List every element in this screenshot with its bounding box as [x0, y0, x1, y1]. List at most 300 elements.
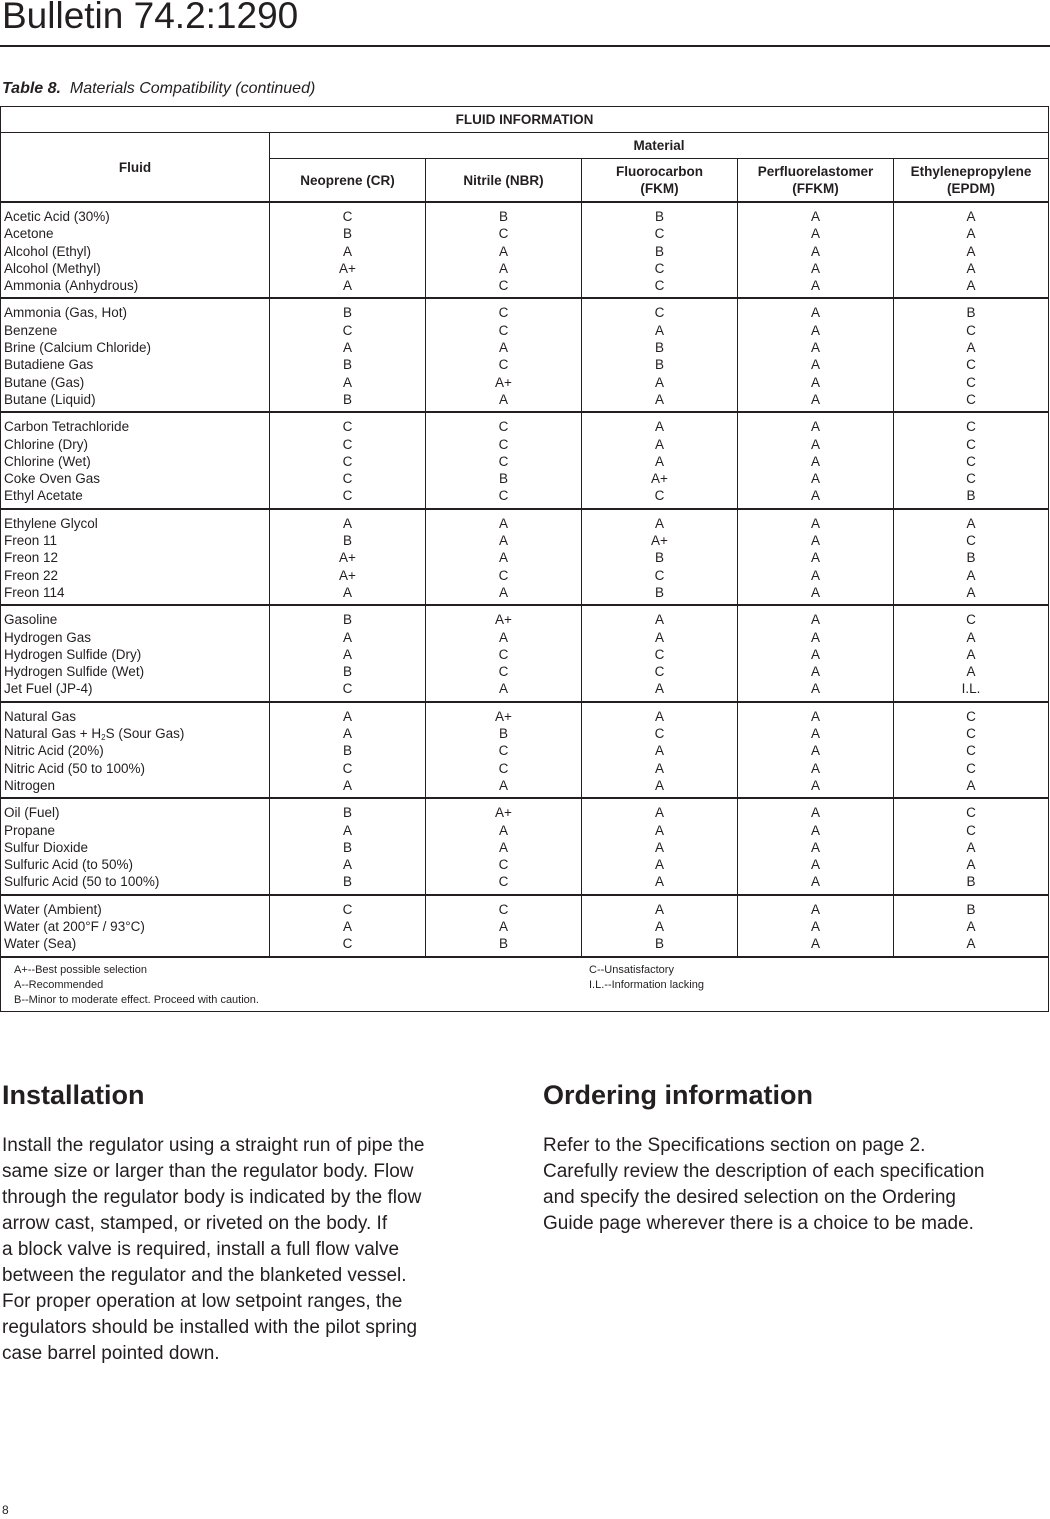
- rating-cell: I.L.: [961, 681, 981, 697]
- rating-cell: A: [966, 340, 976, 356]
- fluid-column: [1, 606, 270, 700]
- rating-cell: A: [810, 567, 820, 583]
- rating-cell: A: [966, 584, 976, 600]
- rating-cell: A+: [651, 533, 668, 549]
- rating-cell: C: [966, 374, 976, 390]
- rating-cell: C: [498, 743, 509, 759]
- text-line: a block valve is required, install a full flow valve: [2, 1239, 400, 1260]
- rating-cell: B: [342, 839, 352, 855]
- rating-cell: A+: [495, 805, 512, 821]
- rating-cell: A: [810, 901, 820, 917]
- rating-column: [582, 413, 738, 507]
- rating-cell: C: [498, 226, 509, 242]
- fluid-name: Butadiene Gas: [4, 357, 94, 373]
- rating-cell: A: [342, 629, 352, 645]
- rating-cell: A+: [495, 374, 512, 390]
- text-line: through the regulator body is indicated by the flow: [2, 1187, 422, 1208]
- material-column-label-line: Perfluorelastomer: [757, 164, 874, 179]
- rating-cell: A: [498, 260, 508, 276]
- rating-column: [426, 606, 582, 700]
- rating-cell: B: [654, 209, 664, 224]
- text-line: same size or larger than the regulator body. Flow: [2, 1161, 414, 1182]
- rating-cell: A: [498, 391, 508, 407]
- rating-cell: A: [810, 726, 820, 742]
- rating-column: [582, 799, 738, 893]
- rating-cell: C: [654, 646, 665, 662]
- rating-cell: B: [342, 305, 352, 321]
- text-line: case barrel pointed down.: [2, 1343, 220, 1364]
- rating-column: [894, 611, 1048, 697]
- rating-cell: B: [342, 664, 352, 680]
- rating-column: [582, 703, 738, 797]
- material-column-header: [270, 159, 426, 201]
- rating-column: [738, 799, 894, 893]
- rating-cell: B: [342, 874, 352, 890]
- rating-cell: A: [810, 584, 820, 600]
- rating-cell: A: [498, 243, 508, 259]
- rating-cell: C: [654, 488, 665, 504]
- caption-label: Table 8.: [2, 80, 61, 97]
- rating-cell: C: [966, 822, 976, 838]
- rating-cell: A: [810, 629, 820, 645]
- rating-cell: A: [810, 322, 820, 338]
- rating-column: [894, 208, 1048, 294]
- fluid-column: [1, 510, 270, 604]
- rating-cell: A: [810, 708, 820, 724]
- rating-column: [738, 510, 894, 604]
- rating-column: [582, 606, 738, 700]
- rating-cell: C: [342, 488, 353, 504]
- material-column-label-line: (EPDM): [946, 181, 995, 196]
- text-line: between the regulator and the blanketed vessel.: [2, 1265, 407, 1286]
- material-column-label: [463, 172, 543, 189]
- rating-column: [426, 413, 582, 507]
- fluid-name: Gasoline: [4, 612, 58, 628]
- rating-cell: C: [966, 419, 976, 435]
- rating-cell: A: [654, 419, 664, 435]
- rating-cell: A: [498, 822, 508, 838]
- rating-cell: A: [654, 777, 664, 793]
- material-column-label-line: Nitrile (NBR): [463, 172, 544, 188]
- fluid-name: Carbon Tetrachloride: [4, 419, 130, 435]
- caption-text: Materials Compatibility (continued): [69, 80, 316, 97]
- fluid-name: Chlorine (Dry): [4, 436, 89, 452]
- rating-cell: A: [342, 777, 352, 793]
- rating-cell: A: [810, 340, 820, 356]
- rating-cell: C: [966, 453, 976, 469]
- rating-cell: C: [498, 305, 509, 321]
- rating-cell: A: [342, 822, 352, 838]
- rating-cell: C: [498, 664, 509, 680]
- fluid-name: Alcohol (Ethyl): [4, 243, 92, 259]
- rating-cell: A: [342, 243, 352, 259]
- fluid-name: Freon 11: [4, 533, 58, 549]
- fluid-name: Acetone: [4, 226, 54, 242]
- fluid-name: Freon 114: [4, 584, 65, 600]
- rating-cell: A: [810, 419, 820, 435]
- rating-cell: A: [810, 471, 820, 487]
- material-column-label: [616, 163, 703, 197]
- rating-cell: A: [342, 646, 352, 662]
- rating-cell: C: [654, 567, 665, 583]
- rating-cell: C: [654, 226, 665, 242]
- material-column-label-line: Fluorocarbon: [616, 164, 703, 179]
- table-row-group: [1, 413, 1048, 509]
- rating-cell: A: [654, 681, 664, 697]
- rating-cell: C: [498, 646, 509, 662]
- rating-cell: A: [654, 805, 664, 821]
- fluid-name: Ethyl Acetate: [4, 488, 83, 504]
- text-line: Carefully review the description of each specification: [543, 1161, 985, 1182]
- rating-cell: C: [498, 857, 509, 873]
- rating-column: [894, 304, 1048, 408]
- fluid-column: [1, 896, 270, 956]
- material-column-label: [911, 163, 1032, 197]
- rating-cell: A: [966, 664, 976, 680]
- rating-cell: B: [342, 391, 352, 407]
- rating-cell: B: [654, 550, 664, 566]
- rating-cell: A: [498, 918, 508, 934]
- fluid-name: Sulfur Dioxide: [4, 839, 89, 855]
- fluid-column: [1, 703, 270, 797]
- text-line: Guide page wherever there is a choice to be made.: [543, 1213, 974, 1234]
- rating-cell: A: [810, 681, 820, 697]
- rating-cell: A: [810, 777, 820, 793]
- fluid-name: Brine (Calcium Chloride): [4, 340, 152, 356]
- fluid-name: Alcohol (Methyl): [4, 260, 101, 276]
- ordering-heading: Ordering information: [543, 1080, 813, 1110]
- rating-cell: A: [966, 515, 976, 531]
- rating-cell: A: [654, 453, 664, 469]
- material-column-label: [758, 163, 874, 197]
- rating-cell: C: [966, 726, 976, 742]
- rating-cell: A: [966, 936, 976, 952]
- material-columns: [270, 159, 1048, 201]
- material-header: Material: [270, 133, 1048, 159]
- rating-cell: C: [498, 357, 509, 373]
- material-column-label-line: (FFKM): [792, 181, 839, 196]
- rating-cell: A: [654, 874, 664, 890]
- rating-cell: A: [810, 822, 820, 838]
- rating-cell: C: [498, 760, 509, 776]
- rating-column: [582, 510, 738, 604]
- rating-cell: A: [810, 278, 820, 294]
- fluid-name: Ammonia (Gas, Hot): [4, 305, 128, 321]
- rating-cell: A: [654, 743, 664, 759]
- rating-cell: A: [654, 322, 664, 338]
- rating-cell: A: [342, 340, 352, 356]
- rating-column: [582, 203, 738, 297]
- rating-cell: A: [810, 391, 820, 407]
- rating-cell: C: [498, 419, 509, 435]
- rating-cell: A: [810, 839, 820, 855]
- material-column-header: [582, 159, 738, 201]
- rating-cell: A: [654, 708, 664, 724]
- rating-cell: A+: [495, 708, 512, 724]
- rating-cell: C: [966, 533, 976, 549]
- rating-column: [738, 299, 894, 411]
- rating-cell: C: [498, 278, 509, 294]
- rating-cell: A: [342, 726, 352, 742]
- rating-cell: B: [966, 305, 976, 321]
- rating-cell: A: [810, 646, 820, 662]
- legend-item: C--Unsatisfactory: [589, 963, 674, 976]
- rating-cell: A: [654, 612, 664, 628]
- rating-column: [270, 799, 426, 893]
- material-column-label-line: Neoprene (CR): [300, 172, 395, 188]
- rating-cell: A: [810, 664, 820, 680]
- material-column-header: [738, 159, 894, 201]
- rating-cell: C: [966, 743, 976, 759]
- rating-column: [426, 299, 582, 411]
- table-header: [1, 133, 1048, 203]
- rating-column: [738, 203, 894, 297]
- rating-column: [738, 896, 894, 956]
- legend-right: [589, 963, 1048, 1011]
- rating-column: [738, 413, 894, 507]
- rating-cell: A+: [339, 550, 356, 566]
- rating-cell: C: [654, 260, 665, 276]
- rating-cell: A: [810, 918, 820, 934]
- rating-cell: B: [498, 936, 508, 952]
- rating-cell: A: [810, 305, 820, 321]
- rating-cell: A: [342, 918, 352, 934]
- text-line: and specify the desired selection on the Ordering: [543, 1187, 956, 1208]
- rating-cell: A: [810, 226, 820, 242]
- fluid-name: Coke Oven Gas: [4, 471, 101, 487]
- rating-cell: B: [342, 226, 352, 242]
- rating-column: [894, 804, 1048, 890]
- rating-cell: A: [810, 612, 820, 628]
- fluid-name: Hydrogen Sulfide (Dry): [4, 646, 142, 662]
- fluid-name: Hydrogen Gas: [4, 629, 92, 645]
- rating-column: [270, 203, 426, 297]
- rating-cell: A: [810, 874, 820, 890]
- rating-column: [582, 299, 738, 411]
- text-line: regulators should be installed with the pilot spring: [2, 1317, 418, 1338]
- rating-cell: A: [654, 629, 664, 645]
- rating-cell: B: [342, 357, 352, 373]
- table-row-group: [1, 896, 1048, 958]
- rating-cell: A: [498, 550, 508, 566]
- fluid-name: Hydrogen Sulfide (Wet): [4, 664, 145, 680]
- rating-cell: B: [966, 901, 976, 917]
- fluid-name: Butane (Liquid): [4, 391, 96, 407]
- rating-cell: A: [810, 936, 820, 952]
- rating-cell: B: [654, 936, 664, 952]
- rating-cell: A: [342, 708, 352, 724]
- rating-column: [426, 799, 582, 893]
- table-row-group: [1, 606, 1048, 702]
- rating-cell: A: [342, 584, 352, 600]
- rating-column: [426, 203, 582, 297]
- rating-cell: A: [498, 681, 508, 697]
- rating-cell: B: [966, 874, 976, 890]
- rating-cell: A: [810, 243, 820, 259]
- rating-cell: A: [810, 436, 820, 452]
- rating-column: [270, 703, 426, 797]
- page-number: 8: [2, 1503, 9, 1517]
- rating-cell: C: [342, 419, 353, 435]
- rating-cell: A: [810, 533, 820, 549]
- rating-cell: B: [654, 357, 664, 373]
- fluid-name: Natural Gas + $H_2S$ (Sour Gas): [4, 726, 185, 743]
- rating-cell: A: [810, 743, 820, 759]
- materials-compatibility-table: [0, 106, 1049, 1012]
- rating-column: [270, 413, 426, 507]
- fluid-name: Water (Ambient): [4, 901, 102, 917]
- rating-column: [270, 299, 426, 411]
- rating-cell: C: [654, 726, 665, 742]
- rating-cell: A: [810, 805, 820, 821]
- rating-cell: A: [654, 515, 664, 531]
- rating-cell: C: [966, 805, 976, 821]
- table-caption: [2, 80, 315, 98]
- rating-cell: B: [654, 243, 664, 259]
- rating-cell: C: [654, 664, 665, 680]
- installation-heading: Installation: [2, 1080, 145, 1110]
- table-row-group: [1, 703, 1048, 799]
- rating-cell: B: [654, 340, 664, 356]
- rating-cell: C: [654, 278, 665, 294]
- rating-cell: A: [498, 839, 508, 855]
- ordering-text: [543, 1133, 1048, 1237]
- rating-cell: A: [966, 209, 976, 224]
- rating-cell: C: [342, 322, 353, 338]
- rating-column: [270, 510, 426, 604]
- rating-cell: B: [342, 743, 352, 759]
- rating-cell: C: [342, 471, 353, 487]
- rating-cell: A: [498, 777, 508, 793]
- rating-cell: A: [810, 760, 820, 776]
- rating-cell: A: [654, 391, 664, 407]
- rating-cell: B: [498, 471, 508, 487]
- fluid-name: Jet Fuel (JP-4): [4, 681, 93, 697]
- legend-item: B--Minor to moderate effect. Proceed with caution.: [14, 993, 259, 1006]
- rating-cell: C: [498, 453, 509, 469]
- fluid-name: Chlorine (Wet): [4, 453, 91, 469]
- rating-cell: A: [966, 857, 976, 873]
- text-line: Install the regulator using a straight run of pipe the: [2, 1135, 425, 1156]
- rating-cell: B: [498, 209, 508, 224]
- material-column-header: [426, 159, 582, 201]
- rating-cell: C: [498, 874, 509, 890]
- rating-column: [894, 515, 1048, 601]
- rating-cell: A: [654, 901, 664, 917]
- fluid-name: Ammonia (Anhydrous): [4, 278, 139, 294]
- table-row-group: [1, 799, 1048, 895]
- table-row-group: [1, 203, 1048, 299]
- rating-cell: B: [498, 726, 508, 742]
- rating-cell: C: [966, 322, 976, 338]
- rating-cell: C: [966, 391, 976, 407]
- rating-cell: C: [498, 322, 509, 338]
- rating-cell: B: [342, 805, 352, 821]
- rating-cell: A+: [495, 612, 512, 628]
- rating-column: [270, 896, 426, 956]
- rating-column: [894, 708, 1048, 794]
- rating-cell: B: [966, 550, 976, 566]
- rating-cell: A: [810, 550, 820, 566]
- rating-column: [426, 510, 582, 604]
- rating-cell: C: [966, 708, 976, 724]
- rating-cell: B: [342, 612, 352, 628]
- rating-cell: A: [498, 515, 508, 531]
- fluid-name: Butane (Gas): [4, 374, 85, 390]
- rating-cell: A: [498, 584, 508, 600]
- fluid-column: [1, 203, 270, 297]
- fluid-name: Sulfuric Acid (to 50%): [4, 857, 134, 873]
- rating-cell: C: [498, 488, 509, 504]
- rating-cell: A: [654, 857, 664, 873]
- legend-item: A--Recommended: [14, 978, 104, 991]
- rating-cell: A: [966, 243, 976, 259]
- rating-cell: A: [654, 436, 664, 452]
- text-line: For proper operation at low setpoint ranges, the: [2, 1291, 403, 1312]
- rating-cell: A: [654, 839, 664, 855]
- rating-cell: B: [966, 488, 976, 504]
- rating-cell: A: [966, 260, 976, 276]
- rating-cell: A: [810, 357, 820, 373]
- rating-cell: A: [498, 533, 508, 549]
- legend-left: [1, 963, 589, 1011]
- rating-cell: A: [498, 340, 508, 356]
- rating-cell: A: [810, 209, 820, 224]
- material-header-area: [270, 133, 1048, 201]
- fluid-name: Freon 22: [4, 567, 59, 583]
- rating-column: [426, 896, 582, 956]
- rating-cell: C: [342, 681, 353, 697]
- legend-item: I.L.--Information lacking: [589, 978, 704, 991]
- fluid-name: Ethylene Glycol: [4, 515, 98, 531]
- rating-cell: A: [654, 760, 664, 776]
- rating-column: [738, 703, 894, 797]
- page-header: [0, 0, 1050, 47]
- material-column-label: [300, 172, 395, 189]
- rating-column: [270, 606, 426, 700]
- rating-cell: C: [654, 305, 665, 321]
- rating-cell: A: [966, 646, 976, 662]
- rating-cell: A: [810, 260, 820, 276]
- fluid-name: Water (at 200°F / 93°C): [4, 918, 145, 934]
- fluid-name: Oil (Fuel): [4, 805, 60, 821]
- rating-cell: A: [966, 629, 976, 645]
- rating-cell: C: [342, 209, 353, 224]
- bulletin-title: Bulletin 74.2:1290: [2, 0, 299, 36]
- material-column-label-line: (FKM): [640, 181, 679, 196]
- rating-cell: C: [342, 436, 353, 452]
- table-legend: [1, 958, 1048, 1011]
- fluid-name: Freon 12: [4, 550, 59, 566]
- rating-cell: A: [342, 374, 352, 390]
- rating-cell: C: [966, 471, 976, 487]
- material-column-header: [894, 159, 1048, 201]
- rating-cell: A: [342, 857, 352, 873]
- fluid-column: [1, 799, 270, 893]
- rating-cell: A: [966, 918, 976, 934]
- rating-cell: B: [342, 533, 352, 549]
- fluid-column: [1, 299, 270, 411]
- rating-cell: A: [654, 822, 664, 838]
- fluid-column: [1, 413, 270, 507]
- fluid-name: Benzene: [4, 322, 58, 338]
- rating-cell: A: [810, 515, 820, 531]
- rating-column: [426, 703, 582, 797]
- rating-cell: A: [810, 453, 820, 469]
- material-column-label-line: Ethylenepropylene: [910, 164, 1032, 179]
- rating-cell: A: [498, 629, 508, 645]
- rating-cell: A: [966, 226, 976, 242]
